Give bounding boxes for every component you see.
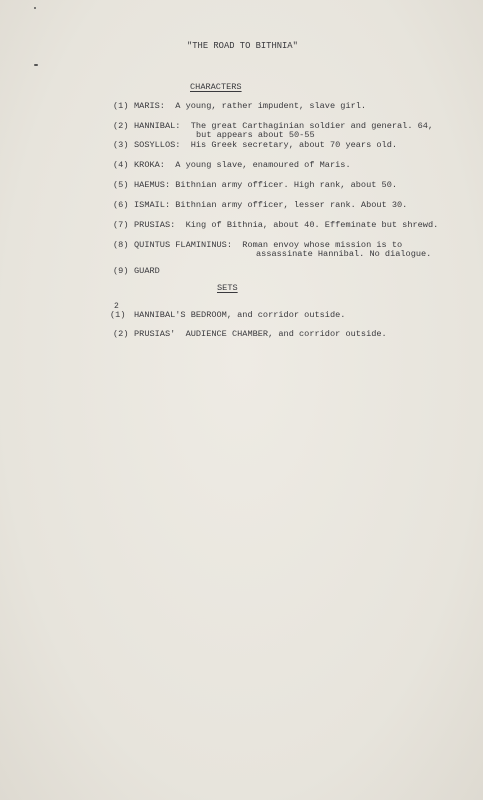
set-1-number: (1): [110, 310, 126, 320]
paper-speck: [34, 64, 38, 66]
sets-heading: SETS: [217, 283, 238, 293]
character-5-number: (5): [113, 180, 129, 190]
character-2-continuation: but appears about 50-55: [196, 130, 315, 140]
character-7-text: PRUSIAS: King of Bithnia, about 40. Effeminate but shrewd.: [134, 220, 439, 230]
paper-speck: [34, 7, 36, 9]
set-2-text: PRUSIAS' AUDIENCE CHAMBER, and corridor outside.: [134, 329, 387, 339]
character-6-text: ISMAIL: Bithnian army officer, lesser rank. About 30.: [134, 200, 408, 210]
document-title: "THE ROAD TO BITHNIA": [187, 41, 298, 51]
character-8-continuation: assassinate Hannibal. No dialogue.: [256, 249, 432, 259]
character-3-number: (3): [113, 140, 129, 150]
character-8-text: QUINTUS FLAMININUS: Roman envoy whose mission is to: [134, 240, 403, 250]
character-1-number: (1): [113, 101, 129, 111]
character-3-text: SOSYLLOS: His Greek secretary, about 70 years old.: [134, 140, 398, 150]
character-2-number: (2): [113, 121, 129, 131]
set-1-text: HANNIBAL'S BEDROOM, and corridor outside.: [134, 310, 346, 320]
character-9-text: GUARD: [134, 266, 160, 276]
character-8-number: (8): [113, 240, 129, 250]
character-1-text: MARIS: A young, rather impudent, slave girl.: [134, 101, 367, 111]
character-4-text: KROKA: A young slave, enamoured of Maris.: [134, 160, 351, 170]
character-9-number: (9): [113, 266, 129, 276]
character-2-text: HANNIBAL: The great Carthaginian soldier and general. 64,: [134, 121, 434, 131]
character-7-number: (7): [113, 220, 129, 230]
set-2-number: (2): [113, 329, 129, 339]
characters-heading: CHARACTERS: [190, 82, 242, 92]
character-4-number: (4): [113, 160, 129, 170]
sets-annotation: 2: [114, 302, 119, 311]
character-6-number: (6): [113, 200, 129, 210]
character-5-text: HAEMUS: Bithnian army officer. High rank, about 50.: [134, 180, 398, 190]
